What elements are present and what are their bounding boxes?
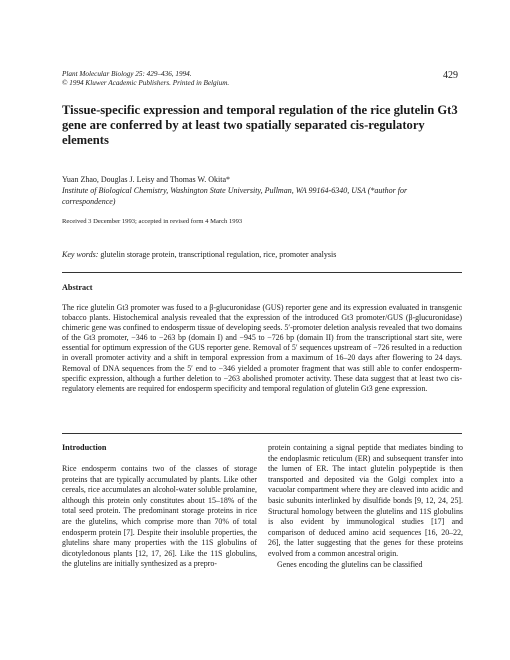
copyright-line: © 1994 Kluwer Academic Publishers. Printed in Belgium. xyxy=(62,79,230,87)
page-number: 429 xyxy=(443,70,458,81)
keywords xyxy=(62,250,462,259)
authors: Yuan Zhao, Douglas J. Leisy and Thomas W. Okita* xyxy=(62,175,231,184)
intro-paragraph-2: protein containing a signal peptide that mediates binding to the endoplasmic reticulum (ER) and subsequent transfer into the lumen of ER. The intact glutelin polypeptide is then transported and deposited via the Golgi complex into a vacuolar compartment where they are cleaved into acidic and basic subunits interlinked by disulfide bonds [9, 12, 24, 25]. Structural homology between the glutelins and 11S globulins is also evident by immunological studies [17] and comparison of deduced amino acid sequences [16, 20–22, 26], the latter suggesting that the genes for these proteins evolved from a common ancestral origin. xyxy=(268,443,463,558)
journal-citation xyxy=(62,70,229,88)
affiliation: Institute of Biological Chemistry, Washington State University, Pullman, WA 99164-6340, USA (*author for correspondence) xyxy=(62,186,408,206)
right-column xyxy=(268,443,463,570)
keywords-label: Key words: xyxy=(62,250,99,259)
divider-top xyxy=(62,272,462,273)
abstract-heading: Abstract xyxy=(62,283,93,292)
left-column xyxy=(62,464,257,570)
article-title: Tissue-specific expression and temporal regulation of the rice glutelin Gt3 gene are conferred by at least two spatially separated cis-regulatory elements xyxy=(62,103,458,147)
intro-paragraph-1: Rice endosperm contains two of the classes of storage proteins that are typically accumulated by plants. Like other cereals, rice accumulates an alcohol-water soluble prolamine, although this protein only constitutes about 15–18% of the total seed protein. The predominant storage proteins in rice are the glutelins, which comprise more than 70% of total endosperm protein [7]. Despite their insoluble properties, the glutelins share many properties with the 11S globulins of dicotyledonous plants [12, 17, 26]. Like the 11S globulins, the glutelins are initially synthesized as a prepro- xyxy=(62,464,257,569)
introduction-heading: Introduction xyxy=(62,443,107,452)
journal-line: Plant Molecular Biology 25: 429–436, 1994. xyxy=(62,70,192,78)
divider-bottom xyxy=(62,433,462,434)
abstract-text: The rice glutelin Gt3 promoter was fused to a β-glucuronidase (GUS) reporter gene and its expression evaluated in transgenic tobacco plants. Histochemical analysis revealed that the expression of the introduced Gt3 promoter/GUS (β-glucuronidase) chimeric gene was confined to endosperm tissue of developing seeds. 5′-promoter deletion analysis revealed that two domains of the Gt3 promoter, −346 to −263 bp (domain I) and −945 to −726 bp (domain II) from the transcriptional start site, were essential for optimum expression of the GUS reporter gene. Removal of 5′ sequences upstream of −726 resulted in a reduction in overall promoter activity and a shift in temporal expression from a maximum of 16–20 days after flowering to 24 days. Removal of DNA sequences from the 5′ end to −346 yielded a promoter fragment that was still able to confer endosperm-specific expression, although a further deletion to −263 abolished promoter activity. These data suggest that at least two cis-regulatory elements are required for endosperm specificity and temporal regulation of glutelin Gt3 gene expression. xyxy=(62,303,462,393)
keywords-text: glutelin storage protein, transcriptional regulation, rice, promoter analysis xyxy=(100,250,337,259)
received-dates: Received 3 December 1993; accepted in revised form 4 March 1993 xyxy=(62,218,243,225)
intro-paragraph-3: Genes encoding the glutelins can be classified xyxy=(277,559,423,569)
